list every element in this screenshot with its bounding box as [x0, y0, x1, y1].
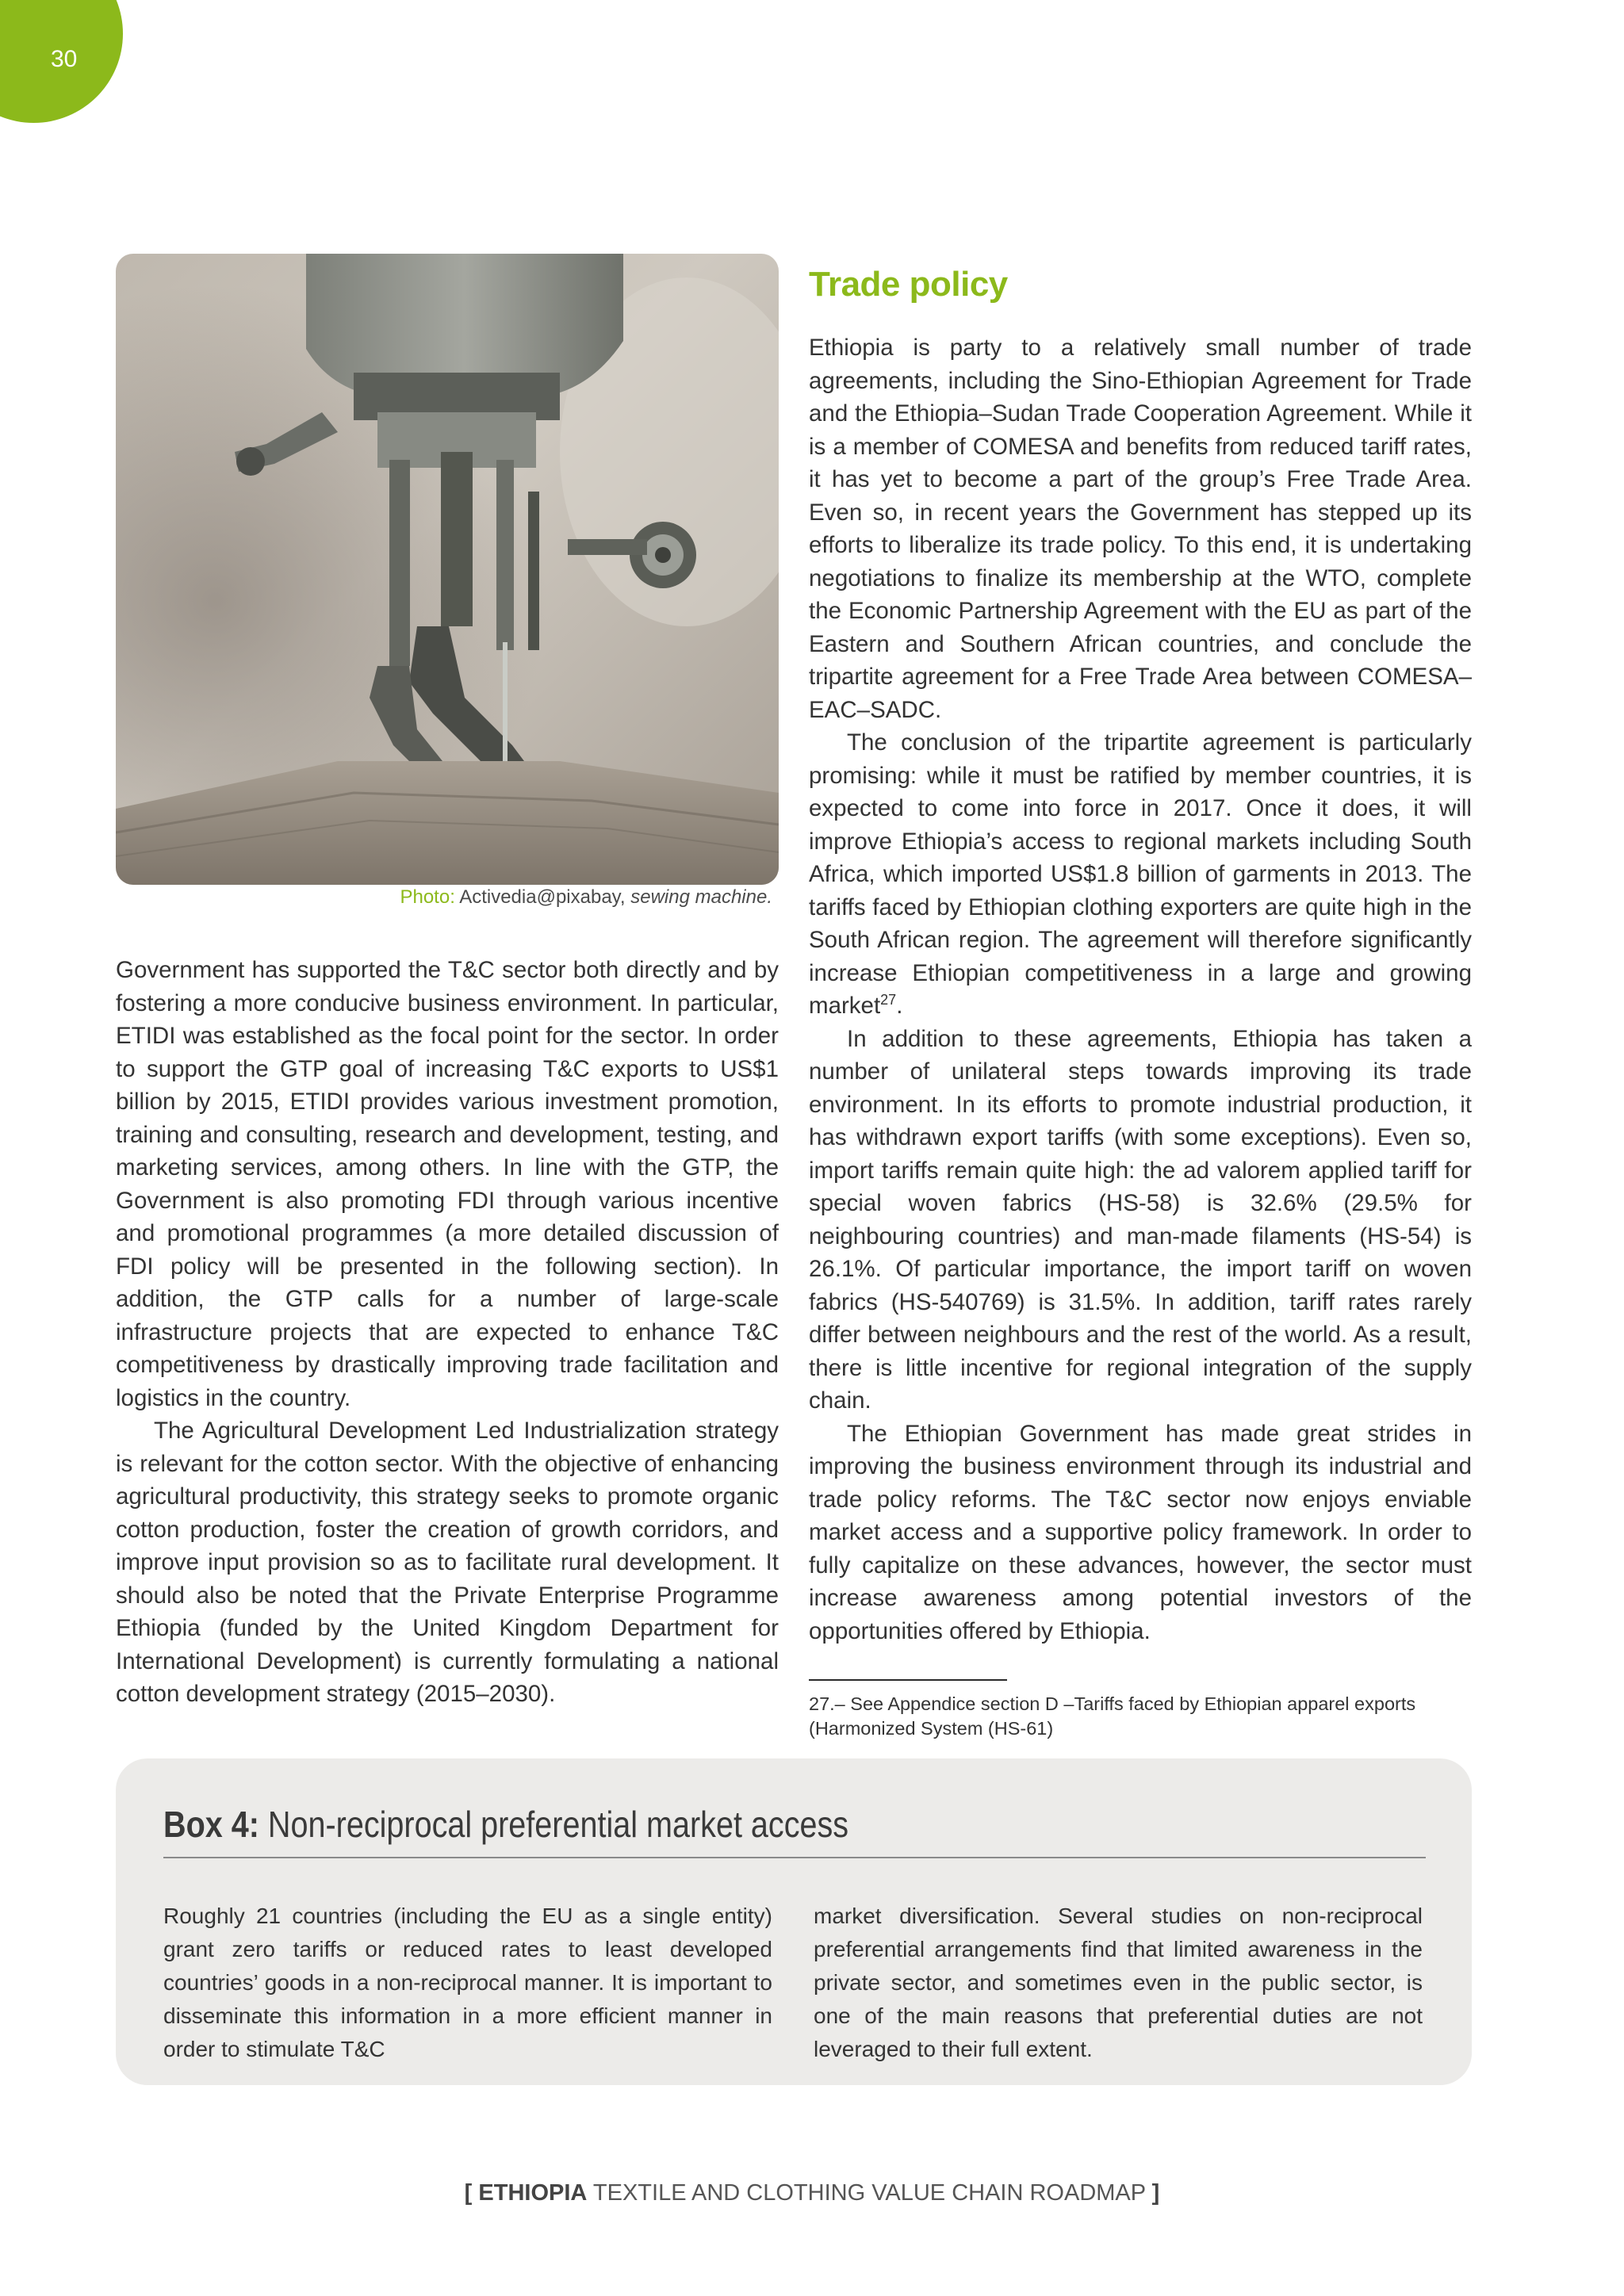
- box-divider: [163, 1857, 1426, 1858]
- footer-close-bracket: ]: [1151, 2180, 1160, 2206]
- footer-open-bracket: [: [464, 2180, 473, 2206]
- photo-credit-description: sewing machine.: [630, 886, 772, 908]
- footnote-divider: [809, 1679, 1007, 1681]
- box-4-panel: [116, 1758, 1472, 2085]
- footnote-reference[interactable]: 27: [880, 992, 897, 1008]
- sewing-machine-photo: [116, 254, 779, 885]
- section-heading-trade-policy: Trade policy: [809, 265, 1008, 304]
- trade-paragraph-2-text: The conclusion of the tripartite agreement is particularly promising: while it must be ratified by member countries, it is expected to come into force in 2017. Once it does, it will improve Ethiopia’s access to regional markets including South Africa, which imported US$1.8 billion of garments in 2013. The tariffs faced by Ethiopian clothing exporters are quite high in the South African region. The agreement will therefore significantly increase Ethiopian competitiveness in a large and growing market: [809, 729, 1472, 1019]
- box-title: [163, 1803, 848, 1846]
- running-footer: [0, 2180, 1624, 2206]
- box-text-left: Roughly 21 countries (including the EU as a single entity) grant zero tariffs or reduced rates to least developed countries’ goods in a non-reciprocal manner. It is important to disseminate this information in a more efficient manner in order to stimulate T&C: [163, 1904, 772, 2061]
- photo-credit-source: Activedia@pixabay,: [459, 886, 626, 908]
- trade-paragraph-2: [809, 726, 1472, 1023]
- photo-caption: [116, 886, 772, 909]
- box-text-right: market diversification. Several studies on non-reciprocal preferential arrangements find that limited awareness in the private sector, and sometimes even in the public sector, is one of the main reasons that preferential duties are not leveraged to their full extent.: [814, 1904, 1423, 2061]
- box-label: Box 4:: [163, 1804, 259, 1845]
- left-paragraph-2: The Agricultural Development Led Industrialization strategy is relevant for the cotton sector. With the objective of enhancing agricultural productivity, this strategy seeks to promote organic cotton production, foster the creation of growth corridors, and improve input provision so as to facilitate rural development. It should also be noted that the Private Enterprise Programme Ethiopia (funded by the United Kingdom Department for International Development) is currently formulating a national cotton development strategy (2015–2030).: [116, 1418, 779, 1707]
- photo-credit-label: Photo:: [400, 886, 455, 908]
- box-title-text: Non-reciprocal preferential market access: [267, 1804, 849, 1845]
- footnote-27: 27.– See Appendice section D –Tariffs faced by Ethiopian apparel exports (Harmonized System (HS-61): [809, 1693, 1416, 1739]
- trade-paragraph-3: In addition to these agreements, Ethiopia has taken a number of unilateral steps towards improving its trade environment. In its efforts to promote industrial production, it has withdrawn export tariffs (with some exceptions). Even so, import tariffs remain quite high: the ad valorem applied tariff for special woven fabrics (HS-58) is 32.6% (29.5% for neighbouring countries) and man-made filaments (HS-54) is 26.1%. Of particular importance, the import tariff on woven fabrics (HS-540769) is 31.5%. In addition, tariff rates rarely differ between neighbours and the rest of the world. As a result, there is little incentive for regional integration of the supply chain.: [809, 1025, 1472, 1414]
- trade-paragraph-4: The Ethiopian Government has made great strides in improving the business environment through its industrial and trade policy reforms. The T&C sector now enjoys enviable market access and a supportive policy framework. In order to fully capitalize on these advances, however, the sector must increase awareness among potential investors of the opportunities offered by Ethiopia.: [809, 1420, 1472, 1644]
- left-column-text: [116, 954, 779, 1711]
- right-column-text: [809, 331, 1472, 1647]
- footer-title: TEXTILE AND CLOTHING VALUE CHAIN ROADMAP: [592, 2180, 1146, 2206]
- trade-paragraph-2-end: .: [896, 993, 903, 1019]
- trade-paragraph-1: Ethiopia is party to a relatively small number of trade agreements, including the Sino-Ethiopian Agreement for Trade and the Ethiopia–Sudan Trade Cooperation Agreement. While it is a member of COMESA and benefits from reduced tariff rates, it has yet to become a part of the group’s Free Trade Area. Even so, in recent years the Government has stepped up its efforts to liberalize its trade policy. To this end, it is undertaking negotiations to finalize its membership at the WTO, complete the Economic Partnership Agreement with the EU as part of the Eastern and Southern African countries, and conclude the tripartite agreement for a Free Trade Area between COMESA–EAC–SADC.: [809, 335, 1472, 723]
- footer-country: ETHIOPIA: [478, 2180, 588, 2206]
- left-paragraph-1: Government has supported the T&C sector both directly and by fostering a more conducive business environment. In particular, ETIDI was established as the focal point for the sector. In order to support the GTP goal of increasing T&C exports to US$1 billion by 2015, ETIDI provides various investment promotion, training and consulting, research and development, testing, and marketing services, among others. In line with the GTP, the Government is also promoting FDI through various incentive and promotional programmes (a more detailed discussion of FDI policy will be presented in the following section). In addition, the GTP calls for a number of large-scale infrastructure projects that are expected to enhance T&C competitiveness by drastically improving trade facilitation and logistics in the country.: [116, 957, 779, 1411]
- page-number: 30: [51, 46, 78, 72]
